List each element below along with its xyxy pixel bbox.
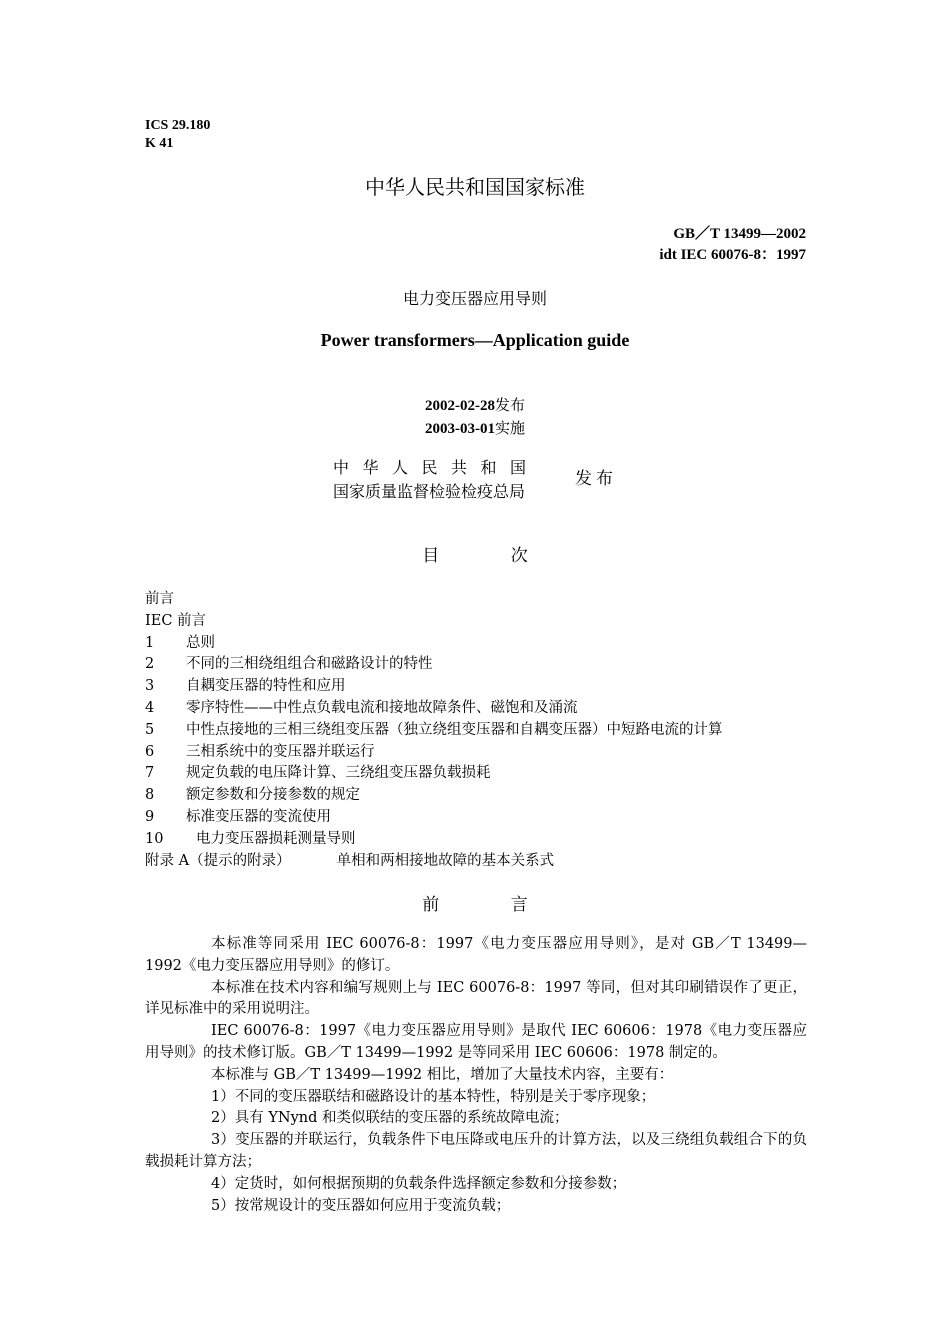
toc-item-title: 不同的三相绕组组合和磁路设计的特性 [186,656,433,673]
impl-date: 2003-03-01 [424,421,495,437]
foreword-paragraph: 3）变压器的并联运行，负载条件下电压降或电压升的计算方法，以及三绕组负载组合下的负载损耗计算方法； [145,1132,807,1170]
toc-item-number: 8 [145,787,155,804]
toc-item-number: 2 [145,656,155,673]
toc-item-number: 1 [145,634,155,651]
toc-item[interactable] [145,720,723,742]
toc-item[interactable] [145,763,723,785]
toc-item[interactable] [145,742,723,764]
toc-item[interactable] [145,698,723,720]
toc-item-number: 10 [145,830,164,847]
issue-date: 2002-02-28 [424,398,495,414]
toc-item-title: 电力变压器损耗测量导则 [196,830,356,847]
issue-date-line [0,394,950,417]
table-of-contents [145,589,723,872]
toc-item-number: 6 [145,743,155,760]
foreword-paragraph: IEC 60076-8：1997《电力变压器应用导则》是取代 IEC 60606：1978《电力变压器应用导则》的技术修订版。GB／T 13499—1992 是等同采用 IEC 60606：1978 制定的。 [145,1023,807,1061]
foreword-paragraph: 本标准在技术内容和编写规则上与 IEC 60076-8：1997 等同，但对其印刷错误作了更正，详见标准中的采用说明注。 [145,979,807,1018]
gb-number: GB／T 13499—2002 [673,226,806,242]
toc-item-title: 自耦变压器的特性和应用 [186,678,346,695]
toc-item-title: 规定负载的电压降计算、三绕组变压器负载损耗 [186,765,491,782]
foreword-paragraph: 2）具有 YNynd 和类似联结的变压器的系统故障电流； [211,1110,569,1127]
foreword-paragraph: 本标准与 GB／T 13499—1992 相比，增加了大量技术内容，主要有： [211,1066,674,1083]
toc-item-title: 总则 [186,634,215,651]
toc-item-title: IEC 前言 [145,612,207,629]
toc-item[interactable] [145,785,723,807]
k-code: K 41 [145,136,174,151]
toc-item-title: 三相系统中的变压器并联运行 [186,743,375,760]
dates-block [0,394,950,440]
toc-item-title: 标准变压器的变流使用 [186,808,331,825]
toc-item[interactable] [145,611,723,633]
foreword-paragraph: 5）按常规设计的变压器如何应用于变流负载； [211,1197,511,1214]
toc-item[interactable] [145,633,723,655]
chinese-title: 电力变压器应用导则 [402,289,547,308]
toc-item[interactable] [145,589,723,611]
toc-item-title: 零序特性——中性点负载电流和接地故障条件、磁饱和及涌流 [186,699,578,716]
toc-item[interactable] [145,676,723,698]
impl-date-line [0,417,950,440]
toc-item-number: 5 [145,721,155,738]
foreword-body [145,934,807,1217]
toc-item[interactable] [145,654,723,676]
toc-appendix-title: 单相和两相接地故障的基本关系式 [336,852,555,869]
foreword-paragraph: 4）定货时，如何根据预期的负载条件选择额定参数和分接参数； [211,1175,627,1192]
foreword-heading: 前 言 [422,895,528,915]
national-standard-title: 中华人民共和国国家标准 [365,175,585,199]
standard-number-block [659,224,806,266]
toc-item[interactable] [145,807,723,829]
toc-item-number: 9 [145,808,155,825]
publish-label: 发布 [575,469,617,489]
english-title: Power transformers—Application guide [320,330,630,350]
foreword-paragraph: 本标准等同采用 IEC 60076-8：1997《电力变压器应用导则》，是对 GB／T 13499—1992《电力变压器应用导则》的修订。 [145,936,807,974]
foreword-paragraph: 1）不同的变压器联结和磁路设计的基本特性，特别是关于零序现象； [211,1088,656,1105]
issuer-line2: 国家质量监督检验检疫总局 [333,482,526,501]
issue-label: 发布 [494,396,525,414]
toc-item-title: 额定参数和分接参数的规定 [186,787,360,804]
toc-appendix[interactable] [145,851,723,873]
issuer-block [333,456,540,504]
toc-item-number: 4 [145,699,155,716]
classification-codes [145,117,210,153]
ics-code: ICS 29.180 [145,118,211,133]
toc-item[interactable] [145,829,723,851]
toc-appendix-label: 附录 A（提示的附录） [145,852,291,869]
toc-heading: 目 次 [422,546,528,566]
impl-label: 实施 [494,419,525,437]
toc-item-number: 3 [145,678,155,695]
issuer-line1: 中华人民共和国 [333,458,540,477]
toc-item-title: 前言 [145,591,174,607]
toc-item-title: 中性点接地的三相三绕组变压器（独立绕组变压器和自耦变压器）中短路电流的计算 [186,721,723,738]
toc-item-number: 7 [145,765,155,782]
idt-number: idt IEC 60076-8：1997 [659,247,806,263]
